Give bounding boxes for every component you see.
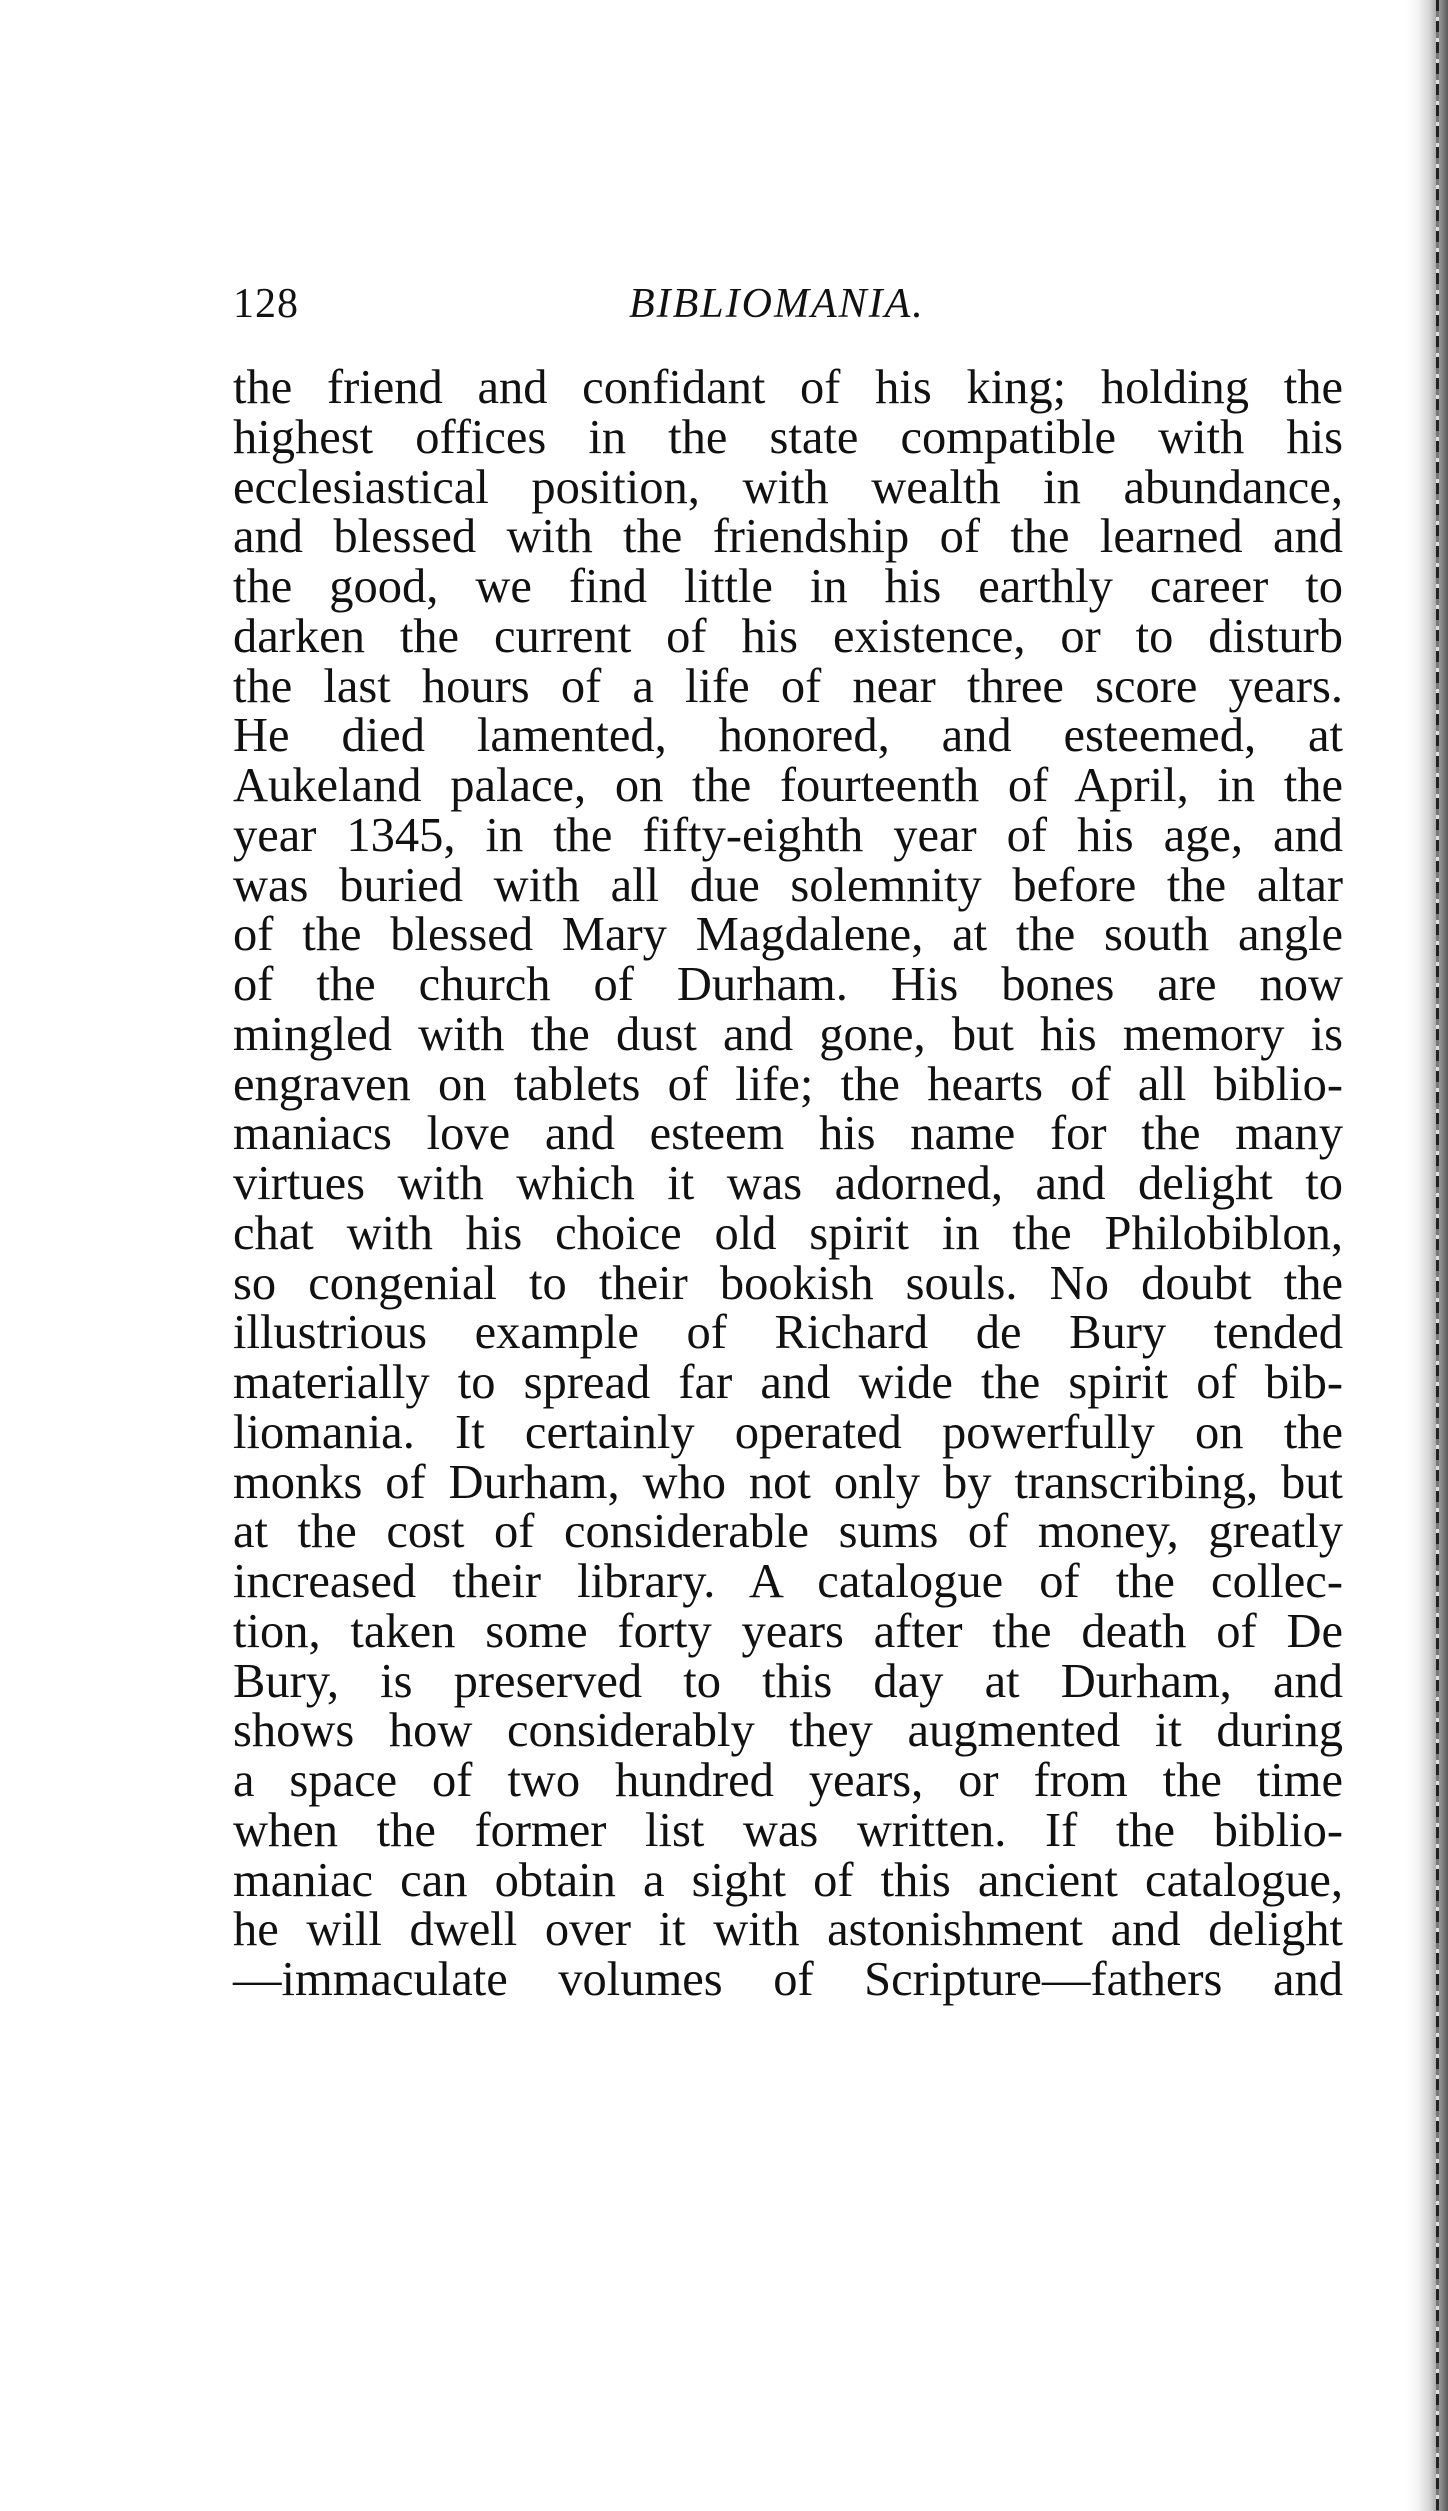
- text-line: highest offices in the state compatible with his: [233, 410, 1343, 464]
- text-line: a space of two hundred years, or from the time: [233, 1754, 1343, 1807]
- text-line: liomania. It certainly operated powerfully on the: [233, 1405, 1343, 1459]
- text-line: He died lamented, honored, and esteemed, at: [233, 709, 1343, 763]
- text-line: illustrious example of Richard de Bury tended: [233, 1306, 1343, 1360]
- running-title: BIBLIOMANIA.: [629, 281, 925, 327]
- text-line: maniacs love and esteem his name for the many: [233, 1107, 1343, 1161]
- text-line: mingled with the dust and gone, but his memory is: [233, 1007, 1343, 1061]
- text-line: when the former list was written. If the biblio-: [233, 1803, 1343, 1857]
- text-line: tion, taken some forty years after the death of De: [233, 1604, 1343, 1658]
- page-number: 128: [233, 281, 299, 327]
- text-line: materially to spread far and wide the spirit of bib-: [233, 1356, 1343, 1409]
- text-line: year 1345, in the fifty-eighth year of his age, and: [233, 808, 1343, 862]
- page-binding-shadow: [1436, 0, 1439, 2511]
- text-line: engraven on tablets of life; the hearts of all biblio-: [233, 1057, 1343, 1111]
- text-line: ecclesiastical position, with wealth in abundance,: [233, 460, 1343, 514]
- text-line: chat with his choice old spirit in the Philobiblon,: [233, 1206, 1343, 1260]
- text-line: —immaculate volumes of Scripture—fathers and: [233, 1953, 1343, 2006]
- text-line: at the cost of considerable sums of money, greatly: [233, 1505, 1343, 1559]
- text-line: maniac can obtain a sight of this ancient catalogue,: [233, 1853, 1343, 1907]
- page-header: [233, 272, 1343, 336]
- text-line: Aukeland palace, on the fourteenth of April, in the: [233, 759, 1343, 812]
- text-line: the last hours of a life of near three score years.: [233, 659, 1343, 713]
- text-line: increased their library. A catalogue of the collec-: [233, 1555, 1343, 1608]
- text-line: the good, we find little in his earthly career to: [233, 560, 1343, 613]
- text-line: monks of Durham, who not only by transcribing, but: [233, 1455, 1343, 1509]
- text-line: of the blessed Mary Magdalene, at the south angle: [233, 908, 1343, 962]
- text-line: virtues with which it was adorned, and delight to: [233, 1157, 1343, 1210]
- text-line: so congenial to their bookish souls. No doubt the: [233, 1256, 1343, 1310]
- text-line: Bury, is preserved to this day at Durham, and: [233, 1654, 1343, 1708]
- text-line: was buried with all due solemnity before the altar: [233, 858, 1343, 912]
- text-line: of the church of Durham. His bones are now: [233, 958, 1343, 1011]
- text-line: and blessed with the friendship of the learned and: [233, 510, 1343, 564]
- text-line: darken the current of his existence, or to disturb: [233, 609, 1343, 663]
- text-line: shows how considerably they augmented it during: [233, 1704, 1343, 1758]
- page-binding-edge: [1406, 0, 1448, 2511]
- text-line: the friend and confidant of his king; holding the: [233, 361, 1343, 414]
- text-line: he will dwell over it with astonishment and delight: [233, 1903, 1343, 1957]
- body-text: [233, 363, 1343, 2005]
